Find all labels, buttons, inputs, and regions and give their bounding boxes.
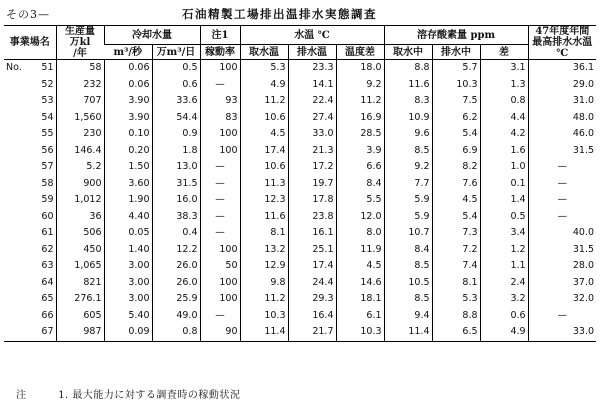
cell-m3s: 0.06	[104, 60, 152, 77]
cell-max: —	[528, 176, 596, 193]
cell-diff: 6.6	[336, 159, 384, 176]
cell-discharge: 21.7	[288, 324, 336, 341]
cell-m3d: 0.5	[152, 60, 200, 77]
cell-do-out: 8.8	[432, 308, 480, 325]
cell-do-diff: 0.1	[480, 176, 528, 193]
cell-id: 57	[41, 161, 54, 173]
cell-diff: 9.2	[336, 77, 384, 94]
cell-discharge: 17.4	[288, 258, 336, 275]
cell-rate: 50	[200, 258, 240, 275]
cell-m3s: 1.90	[104, 192, 152, 209]
cell-m3d: 26.0	[152, 275, 200, 292]
cell-intake: 5.3	[240, 60, 288, 77]
cell-id: 62	[41, 243, 54, 255]
cell-m3d: 0.6	[152, 77, 200, 94]
cell-do-out: 7.4	[432, 258, 480, 275]
cell-discharge: 22.4	[288, 93, 336, 110]
cell-rate: 100	[200, 275, 240, 292]
cell-intake: 11.4	[240, 324, 288, 341]
cell-do-diff: 2.4	[480, 275, 528, 292]
cell-do-out: 6.2	[432, 110, 480, 127]
temp-diff-header: 温度差	[336, 45, 384, 60]
cooling-water-header: 冷却水量	[104, 26, 200, 45]
table-row	[4, 242, 596, 259]
cell-no: No.	[6, 62, 22, 74]
cell-m3s: 3.00	[104, 258, 152, 275]
intake-temp-header: 取水温	[240, 45, 288, 60]
cell-prod: 58	[56, 60, 104, 77]
cell-no	[4, 308, 28, 325]
cell-do-in: 9.4	[384, 308, 432, 325]
cell-do-in: 9.2	[384, 159, 432, 176]
footnote-text: 1. 最大能力に対する調査時の稼動状況	[58, 390, 241, 401]
cell-do-in: 8.5	[384, 258, 432, 275]
cell-discharge: 17.2	[288, 159, 336, 176]
cell-discharge: 14.1	[288, 77, 336, 94]
cell-rate: —	[200, 77, 240, 94]
cell-max: 46.0	[528, 126, 596, 143]
cell-discharge: 29.3	[288, 291, 336, 308]
cell-rate: 90	[200, 324, 240, 341]
cell-do-out: 6.9	[432, 143, 480, 160]
cell-id: 56	[41, 144, 54, 156]
cell-do-diff: 1.2	[480, 242, 528, 259]
cell-do-out: 6.5	[432, 324, 480, 341]
cell-no	[4, 110, 28, 127]
discharge-temp-header: 排水温	[288, 45, 336, 60]
cell-m3d: 31.5	[152, 176, 200, 193]
cell-discharge: 33.0	[288, 126, 336, 143]
cell-do-in: 9.6	[384, 126, 432, 143]
cell-prod: 146.4	[56, 143, 104, 160]
cell-discharge: 17.8	[288, 192, 336, 209]
cell-rate: 93	[200, 93, 240, 110]
cell-diff: 6.1	[336, 308, 384, 325]
cell-do-out: 5.4	[432, 126, 480, 143]
cw-10k-m3d-header: 万m³/日	[152, 45, 200, 60]
cell-diff: 11.2	[336, 93, 384, 110]
cell-intake: 10.3	[240, 308, 288, 325]
cell-do-in: 8.8	[384, 60, 432, 77]
cell-do-in: 10.9	[384, 110, 432, 127]
cell-rate: —	[200, 159, 240, 176]
cell-id: 53	[41, 95, 54, 107]
cell-no	[4, 209, 28, 226]
cell-diff: 8.4	[336, 176, 384, 193]
cell-rate: —	[200, 308, 240, 325]
cell-max: 28.0	[528, 258, 596, 275]
cell-no	[4, 126, 28, 143]
cell-m3s: 1.40	[104, 242, 152, 259]
cell-do-out: 5.3	[432, 291, 480, 308]
cell-rate: 100	[200, 126, 240, 143]
cell-intake: 11.2	[240, 93, 288, 110]
cell-do-out: 5.4	[432, 209, 480, 226]
table-row	[4, 308, 596, 325]
cell-do-in: 11.4	[384, 324, 432, 341]
table-row	[4, 258, 596, 275]
cell-m3s: 3.60	[104, 176, 152, 193]
cell-diff: 3.9	[336, 143, 384, 160]
cell-prod: 276.1	[56, 291, 104, 308]
cell-do-diff: 4.4	[480, 110, 528, 127]
cell-intake: 17.4	[240, 143, 288, 160]
table-header	[4, 26, 596, 60]
cell-m3d: 33.6	[152, 93, 200, 110]
cell-rate: —	[200, 192, 240, 209]
cell-m3s: 0.09	[104, 324, 152, 341]
cell-id: 55	[41, 128, 54, 140]
note1-header: 注1	[200, 26, 240, 45]
cell-m3d: 1.8	[152, 143, 200, 160]
cell-intake: 4.5	[240, 126, 288, 143]
cell-id: 64	[41, 276, 54, 288]
cell-id: 65	[41, 293, 54, 305]
cell-max: 48.0	[528, 110, 596, 127]
cell-do-in: 5.9	[384, 192, 432, 209]
production-header	[56, 26, 104, 60]
cell-id: 60	[41, 210, 54, 222]
table-body	[4, 60, 596, 342]
cell-discharge: 16.1	[288, 225, 336, 242]
cell-do-in: 8.5	[384, 291, 432, 308]
cell-do-in: 8.5	[384, 143, 432, 160]
cell-intake: 11.3	[240, 176, 288, 193]
cell-m3s: 0.06	[104, 77, 152, 94]
cell-prod: 900	[56, 176, 104, 193]
cell-rate: —	[200, 209, 240, 226]
cell-do-in: 8.3	[384, 93, 432, 110]
cell-discharge: 16.4	[288, 308, 336, 325]
cell-discharge: 19.7	[288, 176, 336, 193]
cell-do-in: 11.6	[384, 77, 432, 94]
cell-m3d: 0.4	[152, 225, 200, 242]
factory-name-header: 事業場名	[9, 37, 50, 48]
production-label: 生産量	[65, 26, 95, 37]
table-row	[4, 291, 596, 308]
cell-max: 32.0	[528, 291, 596, 308]
cell-prod: 232	[56, 77, 104, 94]
annual-max-temp-header: 47年度年間最高排水水温 ℃	[528, 26, 596, 60]
cell-intake: 12.3	[240, 192, 288, 209]
cell-prod: 821	[56, 275, 104, 292]
cell-diff: 28.5	[336, 126, 384, 143]
cell-do-diff: 1.4	[480, 192, 528, 209]
cell-prod: 230	[56, 126, 104, 143]
cell-m3s: 0.10	[104, 126, 152, 143]
cell-no	[4, 143, 28, 160]
cell-rate: 83	[200, 110, 240, 127]
cell-no	[4, 324, 28, 341]
cell-do-out: 8.2	[432, 159, 480, 176]
cell-m3d: 49.0	[152, 308, 200, 325]
do-diff-header: 差	[480, 45, 528, 60]
cell-do-out: 7.2	[432, 242, 480, 259]
cell-no	[4, 176, 28, 193]
cell-discharge: 24.4	[288, 275, 336, 292]
cell-max: —	[528, 308, 596, 325]
cell-m3d: 16.0	[152, 192, 200, 209]
cell-max: —	[528, 209, 596, 226]
cell-do-diff: 1.3	[480, 77, 528, 94]
cell-id: 66	[41, 309, 54, 321]
table-row	[4, 93, 596, 110]
cell-do-diff: 0.6	[480, 308, 528, 325]
footnote	[16, 386, 268, 401]
cell-no	[4, 159, 28, 176]
cell-max: —	[528, 192, 596, 209]
cell-m3s: 4.40	[104, 209, 152, 226]
cell-prod: 506	[56, 225, 104, 242]
cell-rate: 100	[200, 143, 240, 160]
cell-diff: 12.0	[336, 209, 384, 226]
cell-no	[4, 275, 28, 292]
cell-m3d: 26.0	[152, 258, 200, 275]
survey-table	[4, 25, 596, 342]
cell-do-out: 8.1	[432, 275, 480, 292]
cell-do-in: 10.7	[384, 225, 432, 242]
cell-do-out: 7.3	[432, 225, 480, 242]
table-row	[4, 143, 596, 160]
cell-id: 61	[41, 227, 54, 239]
section-label: その3—	[6, 8, 50, 21]
cell-prod: 1,560	[56, 110, 104, 127]
cell-no	[4, 77, 28, 94]
do-discharge-header: 排水中	[432, 45, 480, 60]
cell-intake: 12.9	[240, 258, 288, 275]
cell-m3s: 0.20	[104, 143, 152, 160]
dissolved-oxygen-header: 溶存酸素量 ppm	[384, 26, 528, 45]
cell-rate: 100	[200, 291, 240, 308]
table-row	[4, 159, 596, 176]
cell-id: 59	[41, 194, 54, 206]
table-row	[4, 324, 596, 341]
cell-intake: 4.9	[240, 77, 288, 94]
cell-diff: 5.5	[336, 192, 384, 209]
cell-max: 37.0	[528, 275, 596, 292]
cell-intake: 10.6	[240, 110, 288, 127]
cell-intake: 11.6	[240, 209, 288, 226]
table-row	[4, 275, 596, 292]
cell-discharge: 23.8	[288, 209, 336, 226]
cell-m3d: 13.0	[152, 159, 200, 176]
cell-id: 52	[41, 78, 54, 90]
do-intake-header: 取水中	[384, 45, 432, 60]
cell-do-diff: 4.9	[480, 324, 528, 341]
cell-m3s: 3.90	[104, 93, 152, 110]
cell-do-diff: 1.1	[480, 258, 528, 275]
table-row	[4, 176, 596, 193]
cell-diff: 14.6	[336, 275, 384, 292]
cell-rate: 100	[200, 242, 240, 259]
cell-intake: 10.6	[240, 159, 288, 176]
table-row	[4, 225, 596, 242]
cell-id: 63	[41, 260, 54, 272]
cell-id: 67	[28, 324, 56, 341]
footnote-label: 注	[16, 390, 27, 401]
table-row	[4, 126, 596, 143]
cell-max: —	[528, 159, 596, 176]
cell-no	[4, 192, 28, 209]
cell-max: 33.0	[528, 324, 596, 341]
operation-rate-header: 稼動率	[200, 45, 240, 60]
cell-diff: 18.0	[336, 60, 384, 77]
cell-do-in: 7.7	[384, 176, 432, 193]
cell-max: 36.1	[528, 60, 596, 77]
production-unit-bottom: /年	[73, 48, 87, 59]
cell-prod: 1,012	[56, 192, 104, 209]
cell-id: 54	[41, 111, 54, 123]
cell-do-diff: 3.1	[480, 60, 528, 77]
cell-diff: 18.1	[336, 291, 384, 308]
cell-do-out: 10.3	[432, 77, 480, 94]
cell-max: 31.5	[528, 143, 596, 160]
cell-do-in: 5.9	[384, 209, 432, 226]
cell-m3s: 5.40	[104, 308, 152, 325]
cell-do-diff: 3.2	[480, 291, 528, 308]
cell-do-out: 5.7	[432, 60, 480, 77]
cell-discharge: 21.3	[288, 143, 336, 160]
cell-m3d: 38.3	[152, 209, 200, 226]
cell-prod: 5.2	[56, 159, 104, 176]
cell-diff: 16.9	[336, 110, 384, 127]
table-row	[4, 209, 596, 226]
cell-intake: 8.1	[240, 225, 288, 242]
table-title: 石油精製工場排出温排水実態調査	[182, 7, 377, 21]
cell-do-out: 7.5	[432, 93, 480, 110]
cell-diff: 10.3	[336, 324, 384, 341]
cell-do-diff: 1.6	[480, 143, 528, 160]
cell-do-in: 10.5	[384, 275, 432, 292]
cell-m3s: 1.50	[104, 159, 152, 176]
cell-do-diff: 3.4	[480, 225, 528, 242]
cell-do-out: 7.6	[432, 176, 480, 193]
cell-diff: 4.5	[336, 258, 384, 275]
cell-do-in: 8.4	[384, 242, 432, 259]
cell-do-diff: 1.0	[480, 159, 528, 176]
cell-prod: 450	[56, 242, 104, 259]
cell-m3s: 3.00	[104, 275, 152, 292]
table-row	[4, 60, 596, 77]
cell-max: 31.0	[528, 93, 596, 110]
cell-intake: 11.2	[240, 291, 288, 308]
cell-do-out: 4.5	[432, 192, 480, 209]
table-row	[4, 77, 596, 94]
cw-m3s-header: m³/秒	[113, 46, 143, 58]
cell-m3s: 0.05	[104, 225, 152, 242]
cell-discharge: 25.1	[288, 242, 336, 259]
cell-rate: 100	[200, 60, 240, 77]
cell-max: 29.0	[528, 77, 596, 94]
table-row	[4, 110, 596, 127]
cell-intake: 9.8	[240, 275, 288, 292]
cell-prod: 605	[56, 308, 104, 325]
cell-discharge: 23.3	[288, 60, 336, 77]
cell-m3d: 0.9	[152, 126, 200, 143]
cell-rate: —	[200, 176, 240, 193]
table-row	[4, 192, 596, 209]
cell-no	[4, 93, 28, 110]
cell-prod: 1,065	[56, 258, 104, 275]
cell-prod: 987	[56, 324, 104, 341]
cell-no	[4, 242, 28, 259]
cell-max: 31.5	[528, 242, 596, 259]
cell-m3d: 54.4	[152, 110, 200, 127]
cell-m3d: 25.9	[152, 291, 200, 308]
cell-max: 40.0	[528, 225, 596, 242]
cell-no	[4, 225, 28, 242]
cell-m3d: 12.2	[152, 242, 200, 259]
cell-m3s: 3.90	[104, 110, 152, 127]
cell-id: 58	[41, 177, 54, 189]
cell-id: 51	[41, 62, 54, 74]
cell-no	[4, 258, 28, 275]
cell-do-diff: 0.8	[480, 93, 528, 110]
header	[6, 3, 594, 23]
cell-no	[4, 291, 28, 308]
cell-diff: 11.9	[336, 242, 384, 259]
cell-prod: 36	[56, 209, 104, 226]
cell-discharge: 27.4	[288, 110, 336, 127]
cell-m3s: 3.00	[104, 291, 152, 308]
cell-prod: 707	[56, 93, 104, 110]
cell-do-diff: 4.2	[480, 126, 528, 143]
cell-do-diff: 0.5	[480, 209, 528, 226]
cell-m3d: 0.8	[152, 324, 200, 341]
water-temp-header: 水温 ℃	[240, 26, 384, 45]
cell-intake: 13.2	[240, 242, 288, 259]
production-unit-top: 万kl	[69, 37, 91, 48]
cell-diff: 8.0	[336, 225, 384, 242]
cell-rate: —	[200, 225, 240, 242]
